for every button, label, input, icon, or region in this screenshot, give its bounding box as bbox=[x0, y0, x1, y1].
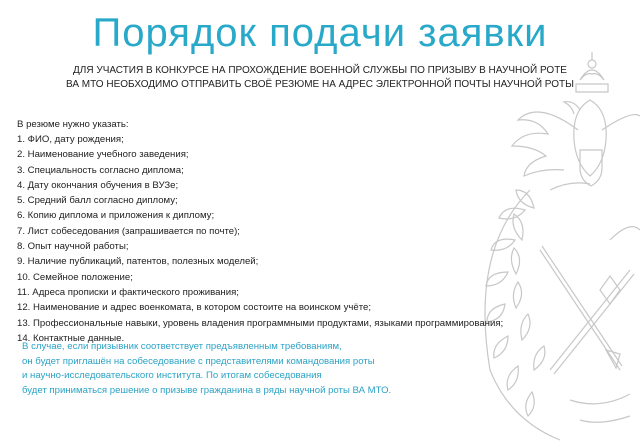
list-item: 4. Дату окончания обучения в ВУЗе; bbox=[17, 179, 179, 191]
list-item: 1. ФИО, дату рождения; bbox=[17, 134, 124, 145]
subtitle-line-2: ВА МТО НЕОБХОДИМО ОТПРАВИТЬ СВОЁ РЕЗЮМЕ НА АДРЕС ЭЛЕКТРОННОЙ ПОЧТЫ НАУЧНОЙ РОТЫ bbox=[66, 79, 574, 90]
list-item: 10. Семейное положение; bbox=[17, 271, 133, 283]
page-title: Порядок подачи заявки bbox=[92, 11, 548, 55]
subtitle-line-1: ДЛЯ УЧАСТИЯ В КОНКУРСЕ НА ПРОХОЖДЕНИЕ ВОЕННОЙ СЛУЖБЫ ПО ПРИЗЫВУ В НАУЧНОЙ РОТЕ bbox=[73, 65, 567, 76]
note-line-1: В случае, если призывник соответствует предъявленным требованиям, bbox=[22, 341, 342, 352]
list-item: 3. Специальность согласно диплома; bbox=[17, 164, 184, 176]
requirements-list bbox=[17, 132, 503, 346]
list-item: 11. Адреса прописки и фактического проживания; bbox=[17, 286, 239, 298]
requirements-intro: В резюме нужно указать: bbox=[17, 119, 129, 130]
list-item: 12. Наименование и адрес военкомата, в котором состоите на воинском учёте; bbox=[17, 302, 371, 314]
note-line-4: будет приниматься решение о призыве гражданина в ряды научной роты ВА МТО. bbox=[22, 384, 392, 396]
list-item: 14. Контактные данные. bbox=[17, 332, 125, 344]
note-line-2: он будет приглашён на собеседование с представителями командования роты bbox=[22, 355, 375, 367]
list-item: 5. Средний балл согласно диплому; bbox=[17, 195, 178, 207]
list-item: 2. Наименование учебного заведения; bbox=[17, 149, 189, 161]
list-item: 13. Профессиональные навыки, уровень владения программными продуктами, языками программирования; bbox=[17, 317, 504, 329]
subtitle bbox=[40, 64, 600, 92]
list-item: 6. Копию диплома и приложения к диплому; bbox=[17, 210, 215, 222]
list-item: 8. Опыт научной работы; bbox=[17, 241, 129, 253]
selection-note bbox=[22, 340, 391, 398]
list-item: 7. Лист собеседования (запрашивается по почте); bbox=[17, 225, 240, 237]
note-line-3: и научно-исследовательского института. По итогам собеседования bbox=[22, 370, 322, 381]
list-item: 9. Наличие публикаций, патентов, полезных моделей; bbox=[17, 256, 259, 268]
